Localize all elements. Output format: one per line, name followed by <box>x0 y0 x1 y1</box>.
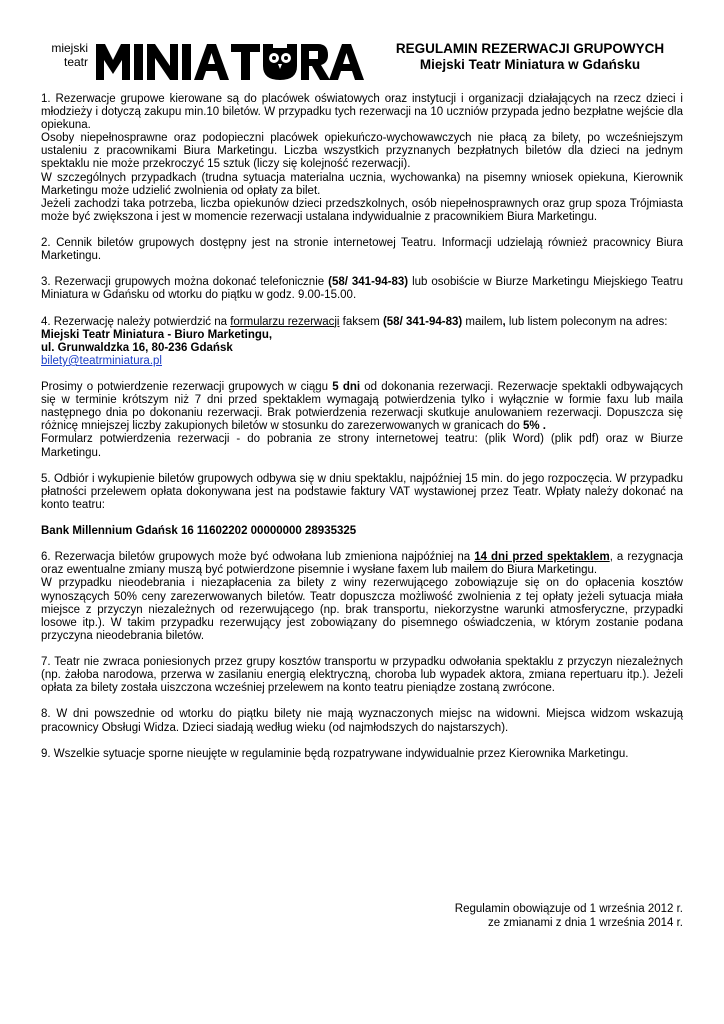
logo-small-line2: teatr <box>63 55 88 69</box>
section-4-paragraph-1 <box>41 316 683 329</box>
bank-account-line <box>41 525 683 538</box>
logo-miniatura-graphic <box>96 44 364 80</box>
section-4-text-a: 4. Rezerwację należy potwierdzić na <box>41 315 231 328</box>
logo-miniatura <box>96 44 364 80</box>
address-office: Miejski Teatr Miniatura - Biuro Marketingu, <box>41 328 273 341</box>
logo-small-text <box>46 41 88 69</box>
section-4-text-d: lub listem poleconym na adres: <box>505 315 668 328</box>
email-link[interactable]: bilety@teatrminiatura.pl <box>41 354 162 367</box>
section-9-paragraph: 9. Wszelkie sytuacje sporne nieujęte w regulaminie będą rozpatrywane indywidualnie przez Kierownika Marketingu. <box>41 747 629 760</box>
section-1-paragraph-4: Jeżeli zachodzi taka potrzeba, liczba opiekunów dzieci przedszkolnych, osób niepełnosprawnych oraz grup spoza Trójmiasta może być zwiększona i jest w momencie rezerwacji ustalana indywidualnie z pracownikiem Biura Marketingu. <box>41 197 683 223</box>
section-5-paragraph: 5. Odbiór i wykupienie biletów grupowych odbywa się w dniu spektaklu, najpóźniej 15 min. do jego rozpoczęcia. W przypadku płatności przelewem opłata dokonywana jest na podstawie faktury VAT wystawionej przez Teatr. Wpłaty należy dokonać na konto teatru: <box>41 472 683 511</box>
address-line-1 <box>41 329 683 342</box>
document-title <box>380 41 680 73</box>
section-6-paragraph-2: W przypadku nieodebrania i niezapłacenia za bilety z winy rezerwującego zobowiązuje się on do opłacenia kosztów wynoszących 50% ceny zarezerwowanych biletów. Teatr dopuszcza możliwość zwolnienia z tej opłaty jeżeli sytuacja miała miejsce z przyczyn niezależnych od rezerwującego (np. brak transportu, niekorzystne warunki atmosferyczne, przypadki losowe itp.). W takim przypadku rezerwujący jest zobowiązany do pisemnego oświadczenia, w którym zostanie podana przyczyna nieodebrania biletów. <box>41 577 683 642</box>
section-6-text-b: , a rezygnacja oraz ewentualne zmiany muszą być potwierdzone pisemnie i wysłane faxem lub mailem do Biura Marketingu. <box>41 551 683 577</box>
document-header <box>0 0 724 90</box>
cancellation-deadline: 14 dni przed spektaklem <box>474 551 610 564</box>
section-4-text-b: faksem <box>339 315 383 328</box>
section-4-paragraph-3: Formularz potwierdzenia rezerwacji - do pobrania ze strony internetowej teatru: (plik Word) (plik pdf) oraz w Biurze Marketingu. <box>41 433 683 459</box>
section-3-text-b: lub osobiście w Biurze Marketingu Miejskiego Teatru Miniatura w Gdańsku od wtorku do piątku w godz. 9.00-15.00. <box>41 276 683 302</box>
regulations-body <box>41 93 683 761</box>
address-street: ul. Grunwaldzka 16, 80-236 Gdańsk <box>41 341 233 354</box>
section-6-paragraph-1 <box>41 551 683 577</box>
section-4-p2-text-b: od dokonania rezerwacji. Rezerwacje spektakli odbywających się w terminie krótszym niż 7 dni przed spektaklem wymagają potwierdzenia tylko i wyłącznie w formie faxu lub maila następnego dnia po dokonaniu rezerwacji. Brak potwierdzenia rezerwacji skutkuje anulowaniem rezerwacji. Dopuszcza się różnicę mniejszej liczby zakupionych biletów w stosunku do zarezerwowanych w granicach do <box>41 381 683 433</box>
reservation-form-link[interactable]: formularzu rezerwacji <box>230 315 340 328</box>
section-4-comma: , <box>502 315 506 328</box>
section-4-fax: (58/ 341-94-83) <box>382 315 463 328</box>
address-line-2 <box>41 342 683 355</box>
section-4-paragraph-2 <box>41 381 683 433</box>
bank-account: Bank Millennium Gdańsk 16 11602202 00000000 28935325 <box>41 525 357 538</box>
section-3-text-a: 3. Rezerwacji grupowych można dokonać telefonicznie <box>41 276 329 289</box>
section-2-paragraph: 2. Cennik biletów grupowych dostępny jest na stronie internetowej Teatru. Informacji udzielają również pracownicy Biura Marketingu. <box>41 237 683 263</box>
title-line1: REGULAMIN REZERWACJI GRUPOWYCH <box>395 41 665 56</box>
title-line2: Miejski Teatr Miniatura w Gdańsku <box>419 57 641 72</box>
section-8-paragraph: 8. W dni powszednie od wtorku do piątku bilety nie mają wyznaczonych miejsc na widowni. Miejsca widzom wskazują pracownicy Obsługi Widza. Dzieci siadają według wieku (od najmłodszych do najstarszych). <box>41 708 683 734</box>
section-6-text-a: 6. Rezerwacja biletów grupowych może być odwołana lub zmieniona najpóźniej na <box>41 551 475 564</box>
footer-line-1: Regulamin obowiązuje od 1 września 2012 r. <box>454 903 683 915</box>
tolerance-percent: 5% . <box>522 420 546 433</box>
section-1-paragraph-3: W szczególnych przypadkach (trudna sytuacja materialna ucznia, wychowanka) na pisemny wniosek opiekuna, Kierownik Marketingu może udzielić zwolnienia od opłaty za bilet. <box>41 171 683 197</box>
section-1-paragraph-1: 1. Rezerwacje grupowe kierowane są do placówek oświatowych oraz instytucji i organizacji działających na rzecz dzieci i młodzieży i dotyczą zakupu min.10 biletów. W przypadku tych rezerwacji na 10 uczniów przypada jedno bezpłatne wejście dla opiekuna. <box>41 93 683 132</box>
section-4-p2-text-a: Prosimy o potwierdzenie rezerwacji grupowych w ciągu <box>41 381 333 394</box>
logo-small-line1: miejski <box>51 41 88 55</box>
confirmation-days: 5 dni <box>332 381 361 394</box>
email-line <box>41 355 683 368</box>
section-4-text-c: mailem <box>462 315 503 328</box>
document-footer <box>455 903 683 930</box>
footer-line-2: ze zmianami z dnia 1 września 2014 r. <box>488 916 683 929</box>
section-7-paragraph: 7. Teatr nie zwraca poniesionych przez grupy kosztów transportu w przypadku odwołania spektaklu z przyczyn niezależnych (np. żałoba narodowa, przerwa w zasilaniu energią elektryczną, choroba lub wypadek aktora, zmiana repertuaru itp.). Jeżeli opłata za bilety została uiszczona wcześniej przelewem na konto teatru pieniądze zostaną zwrócone. <box>41 656 683 695</box>
section-3-paragraph <box>41 276 683 302</box>
section-1-paragraph-2: Osoby niepełnosprawne oraz podopieczni placówek opiekuńczo-wychowawczych nie płacą za bilety, po wcześniejszym ustaleniu z pracownikami Biura Marketingu. Liczba wszystkich przyznanych bezpłatnych biletów dla dzieci na jednym spektaklu nie może przekroczyć 15 sztuk (liczy się kolejność rezerwacji). <box>41 132 683 171</box>
section-3-phone: (58/ 341-94-83) <box>328 276 409 289</box>
